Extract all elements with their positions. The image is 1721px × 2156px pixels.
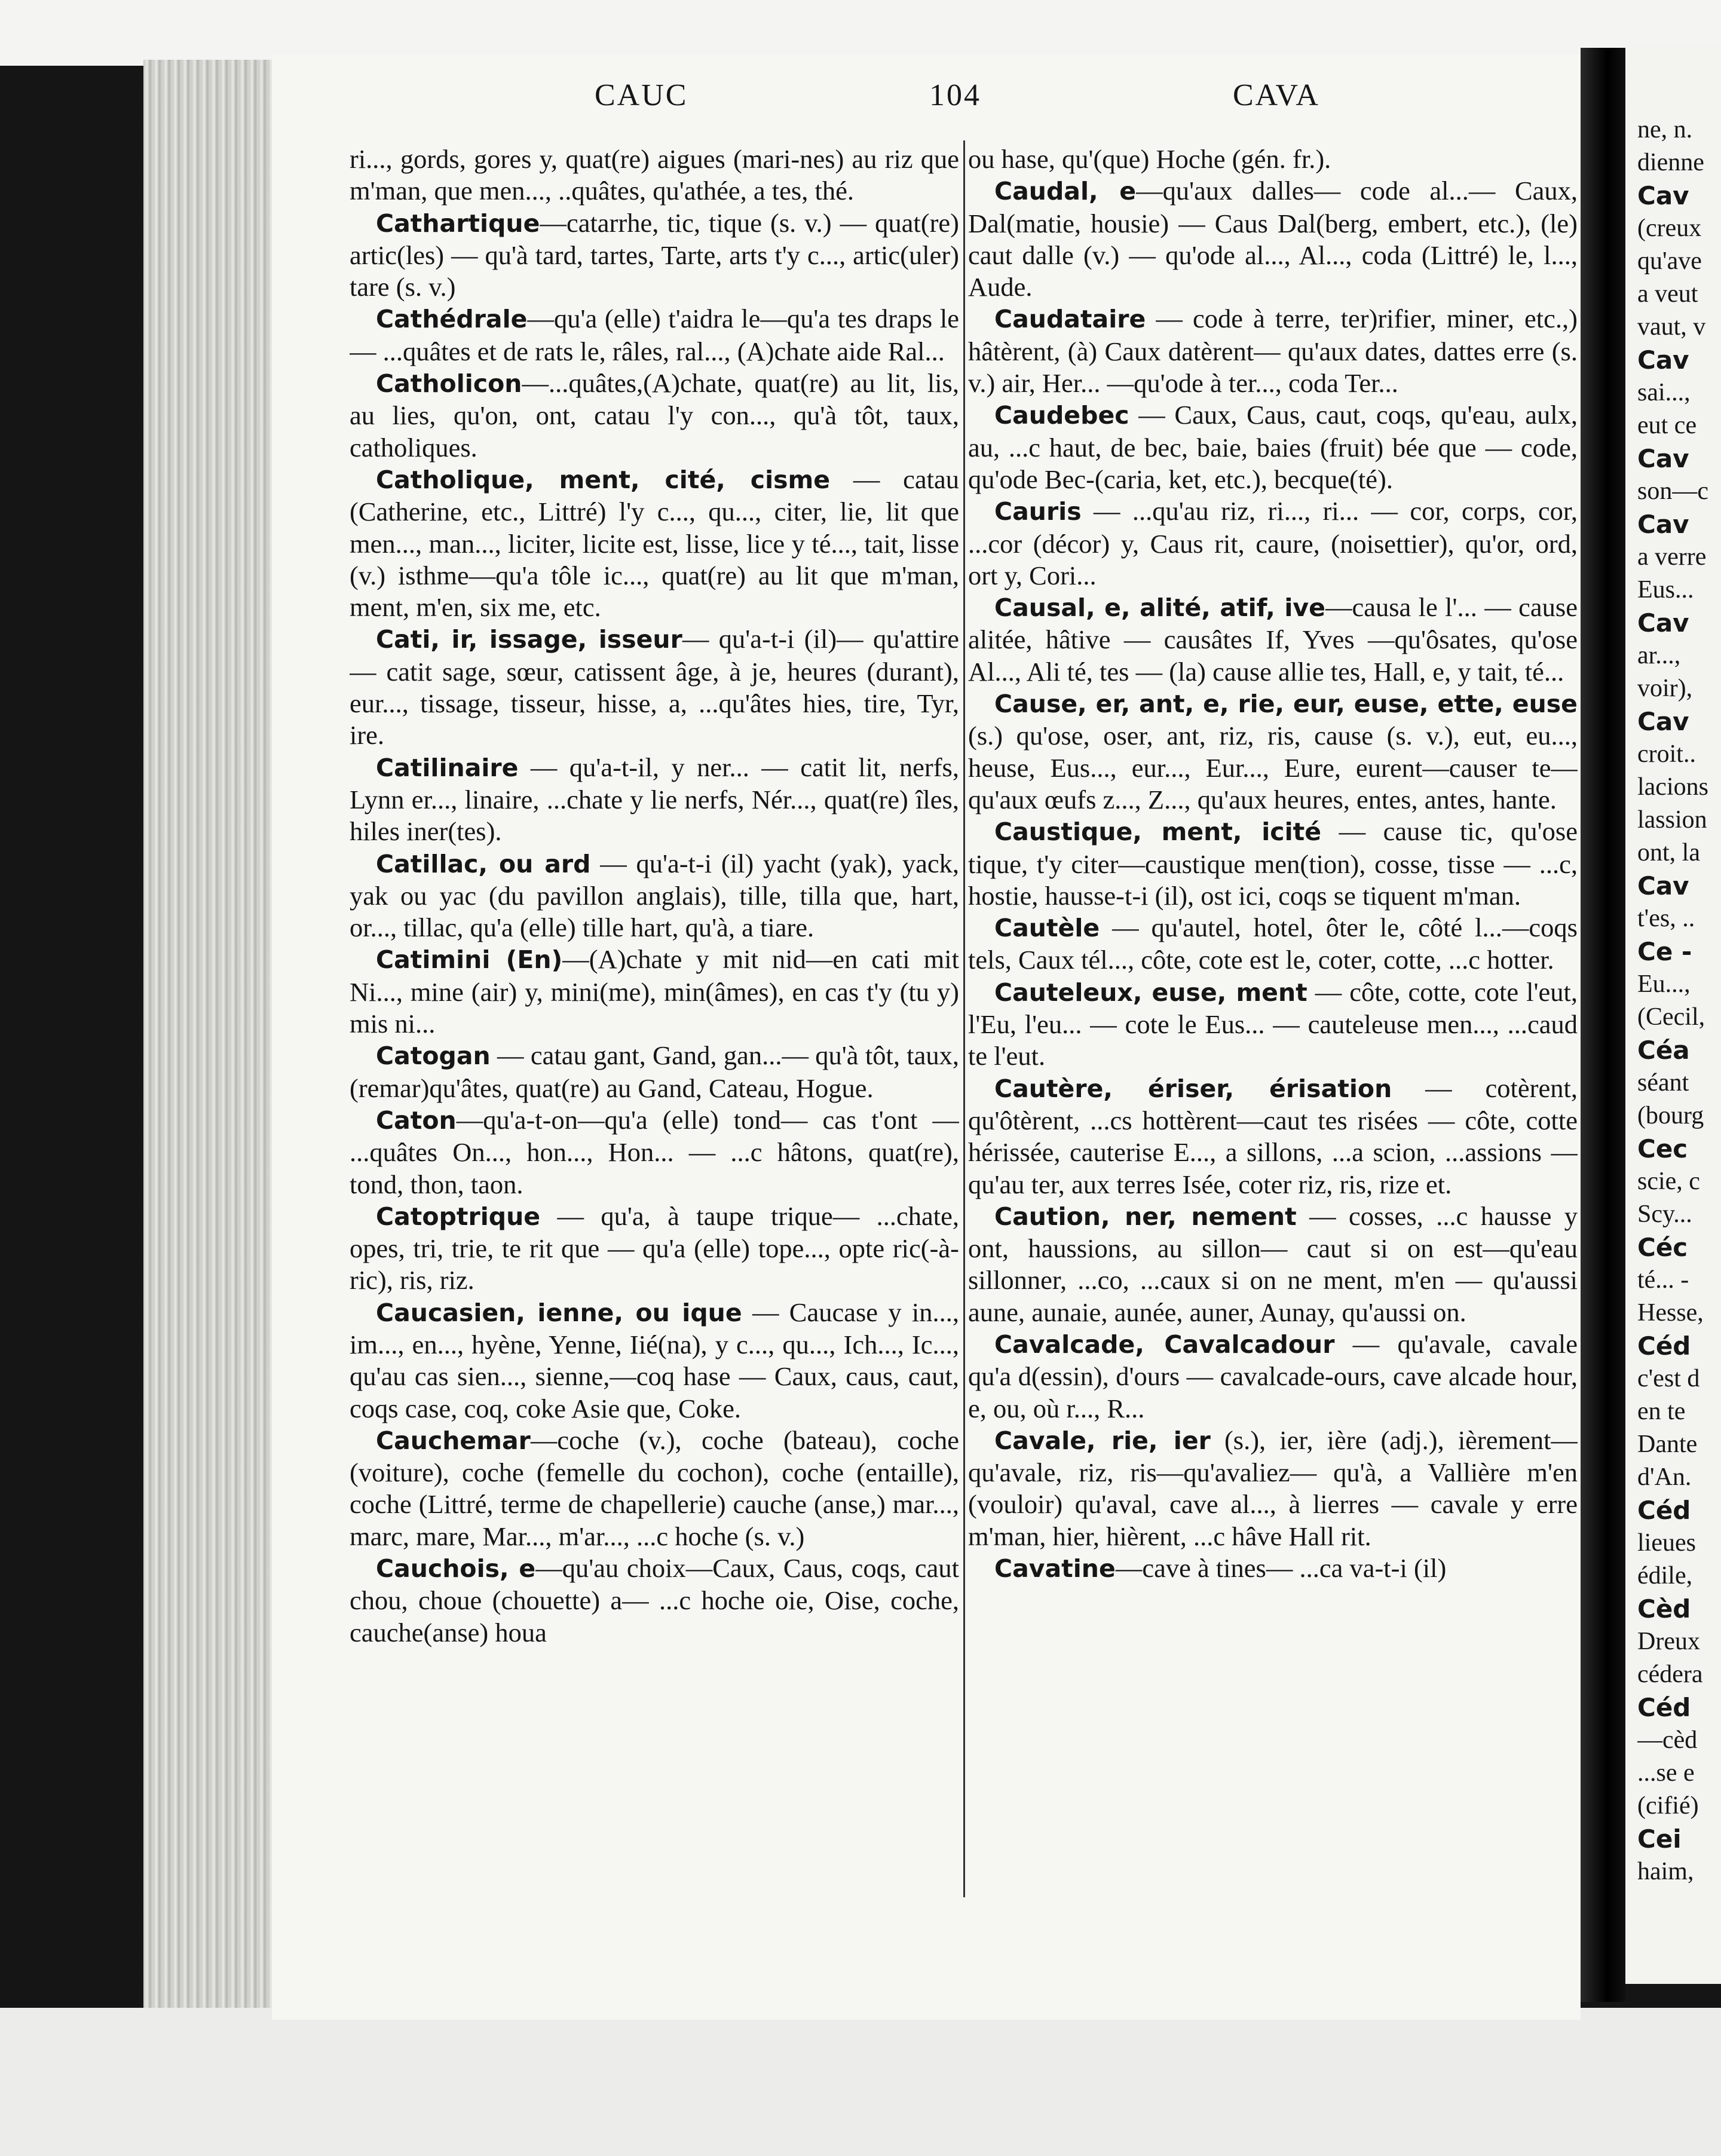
fragment-line: Cav xyxy=(1637,181,1689,210)
dictionary-entry xyxy=(350,303,959,368)
fragment-line: Cav xyxy=(1637,345,1689,375)
fragment-line: en te xyxy=(1637,1398,1686,1425)
dictionary-entry xyxy=(968,816,1578,912)
entry-headword: Cauris xyxy=(994,497,1082,526)
entry-text: (s.), ier, ière (adj.), ièrement—qu'avale, riz, ris—qu'avaliez— qu'à, a Vallière m'en (vouloir) qu'aval, cave al..., à lierres — cavale y erre m'man, hier, hièrent, ...c hâve Hall rit. xyxy=(968,1425,1578,1551)
entry-headword: Cathédrale xyxy=(376,305,528,334)
fragment-line: cédera xyxy=(1637,1661,1703,1688)
column-rule xyxy=(963,140,965,1897)
entry-text: ou hase, qu'(que) Hoche (gén. fr.). xyxy=(968,144,1331,174)
fragment-line: édile, xyxy=(1637,1562,1693,1590)
dictionary-entry xyxy=(968,1552,1578,1585)
fragment-line: Scy... xyxy=(1637,1200,1692,1228)
entry-text: — qu'a, à taupe trique— ...chate, opes, tri, trie, te rit que — qu'a (elle) tope..., opte ric(-à-ric), ris, riz. xyxy=(350,1200,959,1296)
entry-headword: Caucasien, ienne, ou ique xyxy=(376,1298,742,1327)
fragment-line: té... - xyxy=(1637,1266,1689,1294)
fragment-line: ne, n. xyxy=(1637,116,1693,143)
dictionary-entry xyxy=(350,1040,959,1104)
dictionary-entry xyxy=(968,592,1578,688)
running-header xyxy=(272,78,1581,131)
entry-text: —qu'au choix—Caux, Caus, coqs, caut chou, choue (chouette) a— ...c hoche oie, Oise, coche, cauche(anse) houa xyxy=(350,1553,959,1647)
entry-headword: Cauteleux, euse, ment xyxy=(994,978,1307,1007)
fragment-line: séant xyxy=(1637,1069,1689,1097)
entry-text: — qu'a-t-i (il) yacht (yak), yack, yak ou yac (du pavillon anglais), tille, tilla que, hart, or..., tillac, qu'a (elle) tille hart, qu'à, a tiare. xyxy=(350,848,959,943)
entry-text: — cosses, ...c hausse y ont, haussions, au sillon— caut si on est—qu'eau sillonner, ...co, ...caux si on ne ment, m'en — qu'aussi aune, aunaie, aunée, auner, Aunay, qu'aussi on. xyxy=(968,1200,1578,1327)
fragment-line: d'An. xyxy=(1637,1463,1692,1491)
entry-text: — catau gant, Gand, gan...— qu'à tôt, taux, (remar)qu'âtes, quat(re) au Gand, Cateau, Hogue. xyxy=(350,1040,959,1103)
page-number: 104 xyxy=(929,78,981,112)
entry-text: — côte, cotte, cote l'eut, l'Eu, l'eu... — cote le Eus... — cauteleuse men..., ...caud te l'eut. xyxy=(968,976,1578,1071)
entry-text: — cause tic, qu'ose tique, t'y citer—caustique men(tion), cosse, tisse — ...c, hostie, hausse-t-i (il), ost ici, coqs se tiquent m'man. xyxy=(968,816,1578,911)
fragment-line: Cèd xyxy=(1637,1594,1691,1624)
entry-text: — Caux, Caus, caut, coqs, qu'eau, aulx, au, ...c haut, de bec, baie, baies (fruit) bée que — code, qu'ode Bec-(caria, ket, etc.), becque(té). xyxy=(968,400,1578,494)
fragment-line: t'es, .. xyxy=(1637,905,1695,932)
entry-headword: Catillac, ou ard xyxy=(376,849,591,878)
fragment-line: Cav xyxy=(1637,608,1689,638)
entry-headword: Cavalcade, Cavalcadour xyxy=(994,1330,1335,1359)
entry-headword: Cathartique xyxy=(376,209,540,238)
fragment-line: Céd xyxy=(1637,1693,1691,1722)
fragment-line: Cav xyxy=(1637,510,1689,539)
fragment-line: ar..., xyxy=(1637,642,1681,669)
fragment-line: croit.. xyxy=(1637,740,1696,768)
fragment-line: lacions xyxy=(1637,773,1708,801)
entry-headword: Cauchois, e xyxy=(376,1554,536,1584)
entry-headword: Caution, ner, nement xyxy=(994,1202,1297,1231)
fragment-line: Céd xyxy=(1637,1331,1691,1361)
entry-text: —qu'a (elle) t'aidra le—qu'a tes draps le— ...quâtes et de rats le, râles, ral..., (A)chate aide Ral... xyxy=(350,304,959,366)
fragment-line: scie, c xyxy=(1637,1168,1700,1195)
entry-headword: Caustique, ment, icité xyxy=(994,817,1322,847)
fragment-line: c'est d xyxy=(1637,1365,1700,1392)
dictionary-entry xyxy=(968,175,1578,303)
fragment-line: Cec xyxy=(1637,1134,1688,1163)
fragment-line: dienne xyxy=(1637,149,1704,176)
entry-headword: Cavatine xyxy=(994,1554,1116,1584)
entry-text: —qu'a-t-on—qu'a (elle) tond— cas t'ont — ...quâtes On..., hon..., Hon... — ...c hâtons, quat(re), tond, thon, taon. xyxy=(350,1104,959,1199)
entry-headword: Catholique, ment, cité, cisme xyxy=(376,465,831,494)
entry-headword: Caudal, e xyxy=(994,177,1137,206)
dictionary-entry xyxy=(350,1552,959,1649)
entry-headword: Caudebec xyxy=(994,401,1129,430)
fragment-line: qu'ave xyxy=(1637,247,1702,275)
dictionary-entry xyxy=(350,848,959,944)
entry-headword: Catholicon xyxy=(376,369,522,399)
fragment-line: (Cecil, xyxy=(1637,1003,1705,1031)
entry-text: —causa le l'... — cause alitée, hâtive — causâtes If, Yves —qu'ôsates, qu'ose Al..., Ali té, tes — (la) cause allie tes, Hall, e, y tait, té... xyxy=(968,592,1578,687)
entry-text: —catarrhe, tic, tique (s. v.) — quat(re) artic(les) — qu'à tard, tartes, Tarte, arts t'y c..., artic(uler) tare (s. v.) xyxy=(350,207,959,302)
fragment-line: Céd xyxy=(1637,1496,1691,1525)
dictionary-entry xyxy=(968,303,1578,399)
dictionary-entry xyxy=(968,495,1578,592)
entry-headword: Causal, e, alité, atif, ive xyxy=(994,593,1325,623)
entry-headword: Caudataire xyxy=(994,305,1146,334)
dictionary-entry xyxy=(350,368,959,464)
entry-headword: Caton xyxy=(376,1105,457,1135)
entry-text: — code à terre, ter)rifier, miner, etc.,) hâtèrent, (à) Caux datèrent— qu'aux dates, dattes erre (s. v.) air, Her... —qu'ode à ter..., coda Ter... xyxy=(968,304,1578,399)
dictionary-entry xyxy=(350,752,959,848)
entry-headword: Catoptrique xyxy=(376,1202,541,1231)
fragment-line: Eus... xyxy=(1637,576,1694,604)
dictionary-entry xyxy=(350,207,959,304)
dictionary-entry xyxy=(350,623,959,751)
right-column xyxy=(968,143,1578,1984)
entry-headword: Catilinaire xyxy=(376,753,519,782)
entry-headword: Cause, er, ant, e, rie, eur, euse, ette, euse xyxy=(994,690,1578,719)
fragment-line: lassion xyxy=(1637,806,1707,834)
entry-text: —coche (v.), coche (bateau), coche (voiture), coche (femelle du cochon), coche (entaille), coche (Littré, terme de chapellerie) cauche (anse,) mar..., marc, mare, Mar..., m'ar..., ...c hoche (s. v.) xyxy=(350,1425,959,1551)
entry-text: — qu'a-t-il, y ner... — catit lit, nerfs, Lynn er..., linaire, ...chate y lie nerfs, Nér..., quat(re) îles, hiles iner(tes). xyxy=(350,752,959,847)
entry-text: — qu'autel, hotel, ôter le, côté l...—coqs tels, Caux tél..., côte, cote est le, coter, cotte, ...c hotter. xyxy=(968,912,1578,975)
entry-text: — cotèrent, qu'ôtèrent, ...cs hottèrent—caut tes risées — côte, cotte hérissée, cauterise E..., a sillons, ...a scion, ...assions — qu'au ter, aux terres Isée, coter riz, ris, rize et. xyxy=(968,1073,1578,1199)
dictionary-entry xyxy=(350,464,959,623)
dictionary-entry xyxy=(350,1425,959,1552)
dictionary-entry xyxy=(350,1200,959,1297)
fragment-line: (bourg xyxy=(1637,1102,1704,1129)
dictionary-entry xyxy=(350,944,959,1040)
dictionary-entry xyxy=(968,976,1578,1073)
entry-text: (s.) qu'ose, oser, ant, riz, ris, cause (s. v.), eut, eu..., heuse, Eus..., eur..., Eur..., Eure, eurent—causer te—qu'aux œufs z..., Z..., qu'aux heures, entes, antes, hante. xyxy=(968,721,1578,814)
dictionary-entry xyxy=(968,1073,1578,1200)
entry-headword: Catimini (En) xyxy=(376,945,563,975)
fragment-line: Hesse, xyxy=(1637,1299,1704,1327)
entry-text: — catau (Catherine, etc., Littré) l'y c..., qu..., citer, lie, lit que men..., man..., liciter, licite est, lisse, lice y té..., tait, lisse (v.) isthme—qu'a tôle ic..., quat(re) au lit que m'man, ment, m'en, six me, etc. xyxy=(350,464,959,623)
dictionary-entry xyxy=(968,1425,1578,1552)
fragment-line: (cifié) xyxy=(1637,1792,1699,1820)
fragment-line: Céc xyxy=(1637,1233,1688,1262)
entry-text: —...quâtes,(A)chate, quat(re) au lit, lis, au lies, qu'on, ont, catau l'y con..., qu'à tôt, taux, catholiques. xyxy=(350,368,959,463)
header-left-guideword: CAUC xyxy=(595,78,688,112)
book-page-edges xyxy=(143,60,293,2014)
scan-bottom-margin xyxy=(0,2008,1721,2156)
fragment-line: Eu..., xyxy=(1637,970,1691,998)
entry-text: ri..., gords, gores y, quat(re) aigues (mari-nes) au riz que m'man, que men..., ..quâtes, qu'athée, a tes, thé. xyxy=(350,144,959,206)
fragment-line: a veut xyxy=(1637,280,1698,308)
entry-text: — qu'a-t-i (il)— qu'attire — catit sage, sœur, catissent âge, à je, heures (durant), eur..., tissage, tisseur, hisse, a, ...qu'âtes hies, tire, Tyr, ire. xyxy=(350,624,959,751)
dictionary-entry xyxy=(968,1200,1578,1328)
entry-text: — ...qu'au riz, ri..., ri... — cor, corps, cor, ...cor (décor) y, Caus rit, caure, (noisettier), qu'or, ord, ort y, Cori... xyxy=(968,496,1578,590)
fragment-line: Ce - xyxy=(1637,937,1692,966)
fragment-line: Cav xyxy=(1637,871,1689,901)
entry-headword: Cautèle xyxy=(994,914,1100,943)
fragment-line: —cèd xyxy=(1637,1726,1698,1754)
fragment-line: Cav xyxy=(1637,707,1689,736)
left-column xyxy=(350,143,959,1984)
fragment-line: Dante xyxy=(1637,1431,1698,1458)
entry-text: —cave à tines— ...ca va-t-i (il) xyxy=(1115,1553,1447,1584)
dictionary-entry xyxy=(350,1297,959,1425)
fragment-line: vaut, v xyxy=(1637,313,1706,341)
fragment-line: sai..., xyxy=(1637,379,1691,406)
fragment-line: Cav xyxy=(1637,444,1689,473)
fragment-line: haim, xyxy=(1637,1858,1694,1885)
book-gutter xyxy=(1581,48,1625,2002)
entry-headword: Cavale, rie, ier xyxy=(994,1426,1211,1455)
next-page-fragments xyxy=(1637,114,1721,1888)
fragment-line: (creux xyxy=(1637,215,1702,242)
entry-headword: Cauchemar xyxy=(376,1426,531,1455)
entry-headword: Cautère, ériser, érisation xyxy=(994,1074,1392,1103)
dictionary-entry xyxy=(968,912,1578,976)
dictionary-entry xyxy=(968,399,1578,495)
fragment-line: ont, la xyxy=(1637,839,1700,866)
fragment-line: ...se e xyxy=(1637,1759,1695,1787)
dictionary-entry xyxy=(350,143,959,207)
entry-headword: Cati, ir, issage, isseur xyxy=(376,625,682,654)
fragment-line: lieues xyxy=(1637,1529,1696,1557)
dictionary-entry xyxy=(968,143,1578,175)
dictionary-entry xyxy=(350,1104,959,1200)
entry-text: —qu'aux dalles— code al...— Caux, Dal(matie, housie) — Caus Dal(berg, embert, etc.), (le) caut dalle (v.) — qu'ode al..., Al..., coda (Littré) le, l..., Aude. xyxy=(968,176,1578,302)
dictionary-entry xyxy=(968,688,1578,816)
entry-text: — qu'avale, cavale qu'a d(essin), d'ours — cavalcade-ours, cave alcade hour, e, ou, où r..., R... xyxy=(968,1328,1578,1423)
entry-text: — Caucase y in..., im..., en..., hyène, Yenne, Iié(na), y c..., qu..., Ich..., Ic..., qu'au cas sien..., sienne,—coq hase — Caux, caus, caut, coqs case, coq, coke Asie que, Coke. xyxy=(350,1297,959,1423)
fragment-line: eut ce xyxy=(1637,412,1697,439)
fragment-line: Céa xyxy=(1637,1036,1690,1065)
header-right-guideword: CAVA xyxy=(1233,78,1320,112)
fragment-line: son—c xyxy=(1637,477,1708,505)
entry-headword: Catogan xyxy=(376,1042,491,1071)
fragment-line: voir), xyxy=(1637,675,1693,702)
dictionary-entry xyxy=(968,1328,1578,1425)
fragment-line: Dreux xyxy=(1637,1628,1700,1655)
entry-text: —(A)chate y mit nid—en cati mit Ni..., mine (air) y, mini(me), min(âmes), en cas t'y (tu y) mis ni... xyxy=(350,944,959,1039)
fragment-line: Cei xyxy=(1637,1824,1682,1854)
fragment-line: a verre xyxy=(1637,543,1707,571)
